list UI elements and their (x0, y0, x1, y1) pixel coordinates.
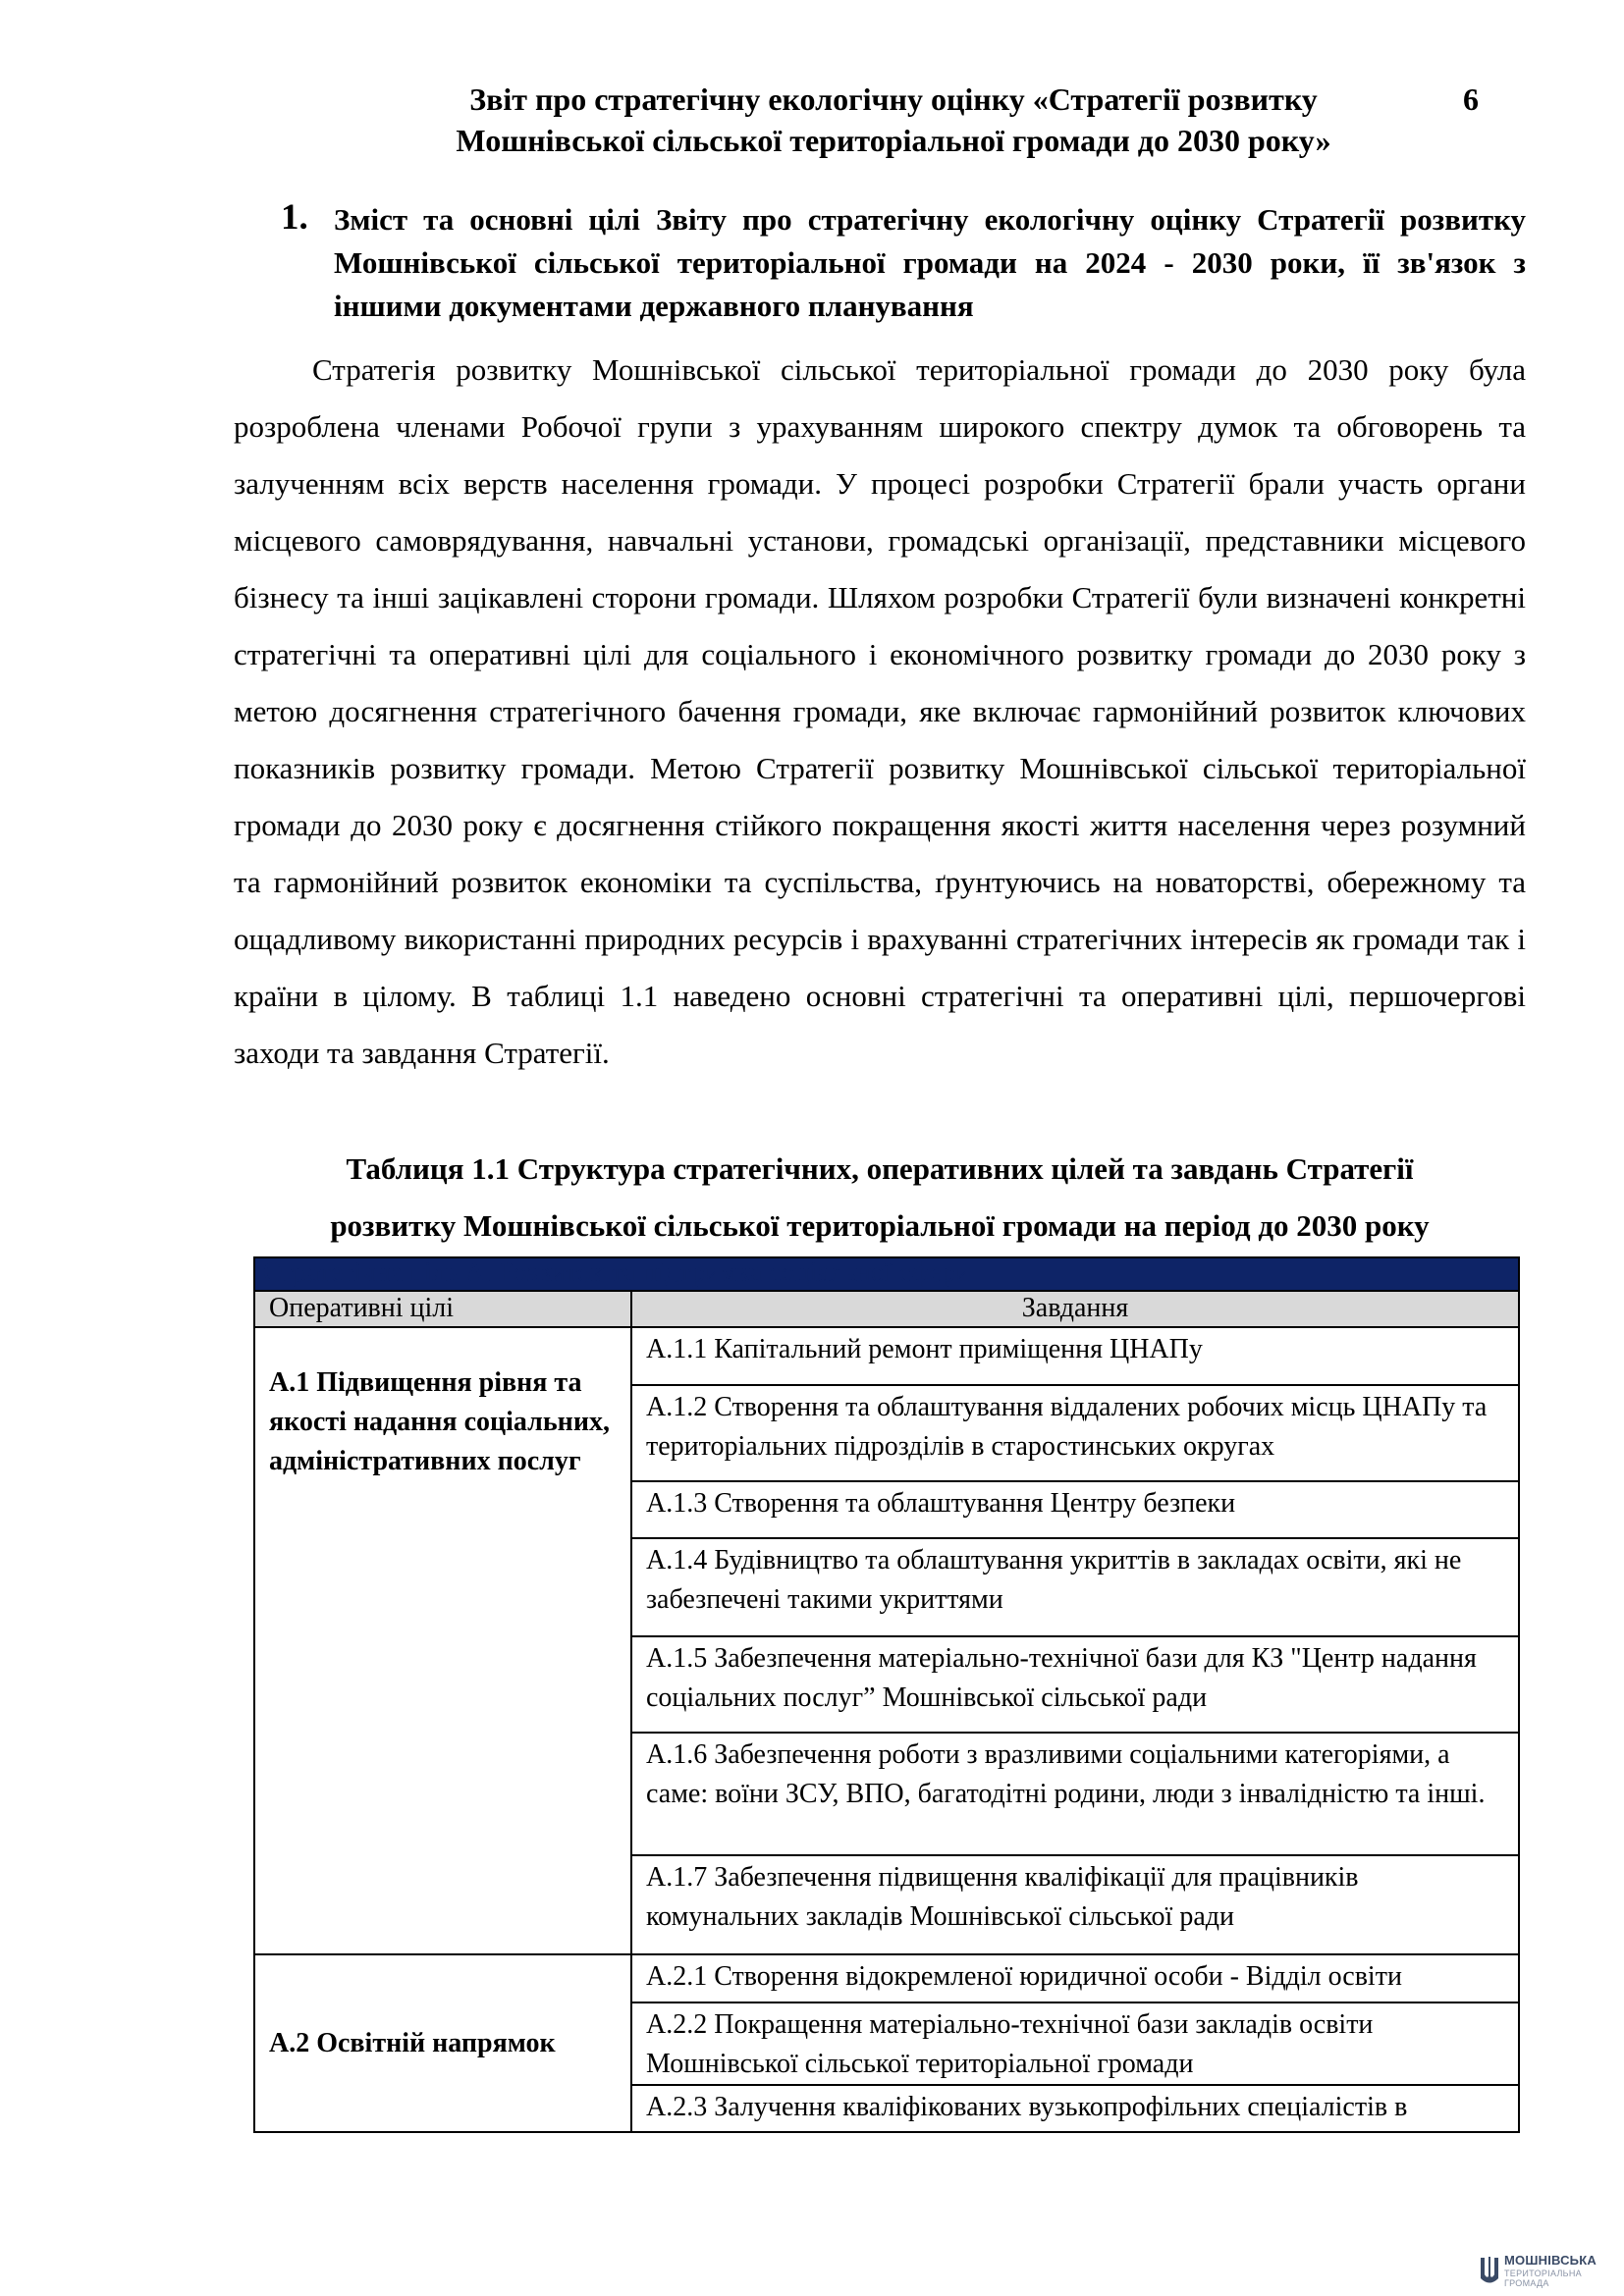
running-header-line1: Звіт про стратегічну екологічну оцінку «Стратегії розвитку (469, 81, 1318, 117)
table-caption-line1: Таблиця 1.1 Структура стратегічних, оперативних цілей та завдань Стратегії (346, 1151, 1414, 1186)
strategic-goal-row (254, 1257, 1519, 1291)
running-header-line2: Мошнівської сільської територіальної громади до 2030 року» (456, 123, 1331, 158)
task-a22: А.2.2 Покращення матеріально-технічної бази закладів освіти Мошнівської сільської територіальної громади (631, 2002, 1519, 2086)
running-header (403, 79, 1384, 161)
task-a12: А.1.2 Створення та облаштування віддалених робочих місць ЦНАПу та територіальних підрозділів в старостинських округах (631, 1385, 1519, 1481)
operational-goal-a2: А.2 Освітній напрямок (254, 1954, 631, 2132)
task-a21: А.2.1 Створення відокремленої юридичної особи - Відділ освіти (631, 1954, 1519, 2002)
header-tasks: Завдання (631, 1291, 1519, 1326)
task-a23: А.2.3 Залучення кваліфікованих вузькопрофільних спеціалістів в (631, 2085, 1519, 2132)
section-number: 1. (281, 197, 308, 238)
logo-subtitle-2: ГРОМАДА (1504, 2278, 1549, 2288)
table-header-row (254, 1291, 1519, 1326)
header-operational-goals: Оперативні цілі (254, 1291, 631, 1326)
page-number: 6 (1463, 81, 1479, 117)
strategic-goal-cell: Стратегічна ціль А. Розвиток та підтримка соціальної сфери (254, 1257, 1519, 1291)
section-title: Зміст та основні цілі Звіту про стратегічну екологічну оцінку Стратегії розвитку Мошнівської сільської територіальної громади на 2024 - 2030 роки, її зв'язок з іншими документами державного планування (334, 202, 1526, 323)
task-a13: А.1.3 Створення та облаштування Центру безпеки (631, 1481, 1519, 1538)
trident-emblem-icon (1479, 2255, 1500, 2288)
table-caption-line2: розвитку Мошнівської сільської територіальної громади на період до 2030 року (330, 1208, 1430, 1243)
table-caption (234, 1141, 1526, 1255)
operational-goal-a1: А.1 Підвищення рівня та якості надання соціальних, адміністративних послуг (254, 1327, 631, 1955)
task-a17: А.1.7 Забезпечення підвищення кваліфікації для працівників комунальних закладів Мошнівської сільської ради (631, 1855, 1519, 1954)
task-a16: А.1.6 Забезпечення роботи з вразливими соціальними категоріями, а саме: воїни ЗСУ, ВПО, багатодітні родини, люди з інвалідністю та інші. (631, 1733, 1519, 1855)
task-a14: А.1.4 Будівництво та облаштування укриттів в закладах освіти, які не забезпечені такими укриттями (631, 1538, 1519, 1637)
task-a15: А.1.5 Забезпечення матеріально-технічної бази для КЗ "Центр надання соціальних послуг” Мошнівської сільської ради (631, 1636, 1519, 1733)
task-a11: А.1.1 Капітальний ремонт приміщення ЦНАПу (631, 1327, 1519, 1386)
body-paragraph: Стратегія розвитку Мошнівської сільської територіальної громади до 2030 року була розроблена членами Робочої групи з урахуванням широкого спектру думок та обговорень та залученням всіх верств населення громади. У процесі розробки Стратегії брали участь органи місцевого самоврядування, навчальні установи, громадські організації, представники місцевого бізнесу та інші зацікавлені сторони громади. Шляхом розробки Стратегії були визначені конкретні стратегічні та оперативні цілі для соціального і економічного розвитку громади до 2030 року з метою досягнення стратегічного бачення громади, яке включає гармонійний розвиток ключових показників розвитку громади. Метою Стратегії розвитку Мошнівської сільської територіальної громади до 2030 року є досягнення стійкого покращення якості життя населення через розумний та гармонійний розвиток економіки та суспільства, ґрунтуючись на новаторстві, обережному та ощадливому використанні природних ресурсів і врахуванні стратегічних інтересів як громади так і країни в цілому. В таблиці 1.1 наведено основні стратегічні та оперативні цілі, першочергові заходи та завдання Стратегії. (234, 352, 1526, 1070)
logo-subtitle: ТЕРИТОРІАЛЬНА (1504, 2269, 1582, 2278)
table-row (254, 1954, 1519, 2002)
strategy-table (253, 1256, 1520, 2133)
community-logo (1479, 2254, 1616, 2291)
logo-title: МОШНІВСЬКА (1504, 2253, 1597, 2268)
table-row (254, 1327, 1519, 1386)
